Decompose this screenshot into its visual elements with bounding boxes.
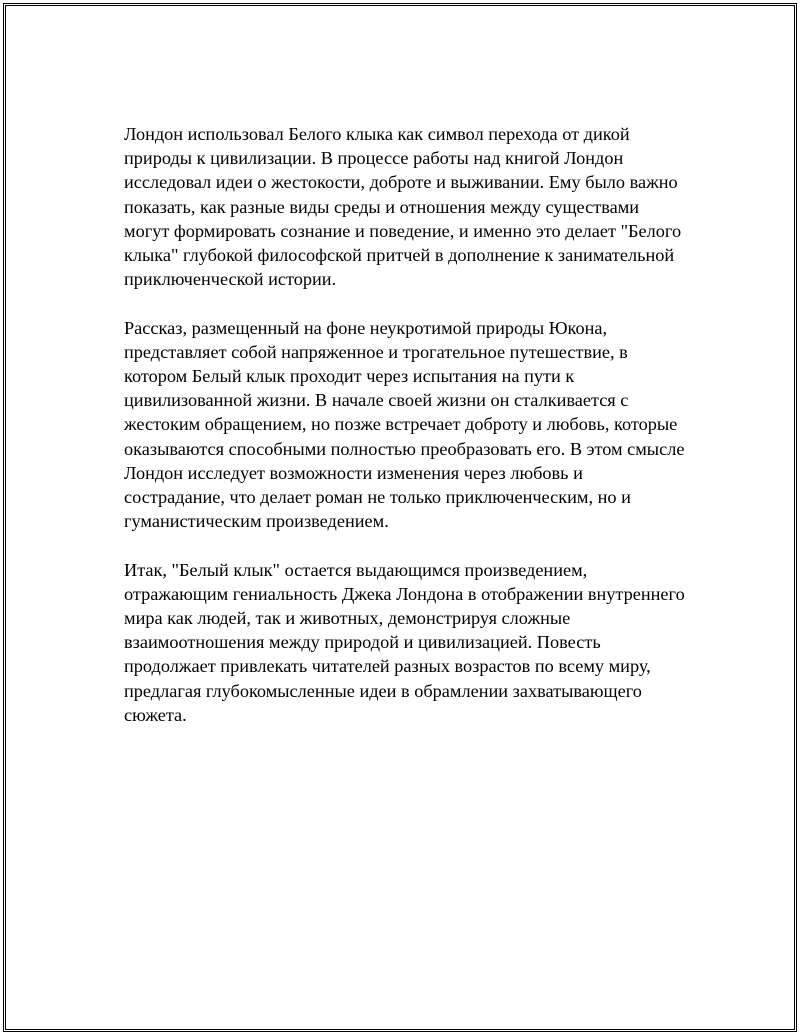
text-line: могут формировать сознание и поведение, и именно это делает "Белого [124, 220, 682, 241]
text-line: приключенческой истории. [124, 269, 337, 290]
text-line: предлагая глубокомысленные идеи в обрамлении захватывающего [124, 680, 642, 701]
text-line: исследовал идеи о жестокости, доброте и выживании. Ему было важно [124, 172, 678, 193]
text-line: показать, как разные виды среды и отношения между существами [124, 196, 640, 217]
text-line: продолжает привлекать читателей разных возрастов по всему миру, [124, 656, 651, 677]
paragraph-2 [124, 316, 714, 534]
text-line: оказываются способными полностью преобразовать его. В этом смысле [124, 438, 685, 459]
page-border [3, 3, 797, 1032]
text-line: мира как людей, так и животных, демонстрируя сложные [124, 608, 571, 629]
text-line: представляет собой напряженное и трогательное путешествие, в [124, 341, 628, 362]
text-line: цивилизованной жизни. В начале своей жизни он сталкивается с [124, 390, 629, 411]
text-line: Лондон исследует возможности изменения через любовь и [124, 462, 583, 483]
text-line: отражающим гениальность Джека Лондона в отображении внутреннего [124, 583, 685, 604]
text-line: гуманистическим произведением. [124, 511, 389, 532]
text-line: природы к цивилизации. В процессе работы над книгой Лондон [124, 148, 624, 169]
text-line: сюжета. [124, 704, 187, 725]
text-line: взаимоотношения между природой и цивилизацией. Повесть [124, 632, 601, 653]
text-line: клыка" глубокой философской притчей в дополнение к занимательной [124, 245, 675, 266]
text-line: котором Белый клык проходит через испытания на пути к [124, 366, 575, 387]
paragraph-3 [124, 558, 714, 727]
text-line: Лондон использовал Белого клыка как символ перехода от дикой [124, 124, 630, 144]
text-line: Итак, "Белый клык" остается выдающимся произведением, [124, 559, 588, 580]
text-line: Рассказ, размещенный на фоне неукротимой природы Юкона, [124, 317, 608, 338]
document-body [124, 122, 714, 751]
text-line: сострадание, что делает роман не только приключенческим, но и [124, 487, 631, 508]
text-line: жестоким обращением, но позже встречает доброту и любовь, которые [124, 414, 678, 435]
paragraph-1 [124, 122, 714, 291]
